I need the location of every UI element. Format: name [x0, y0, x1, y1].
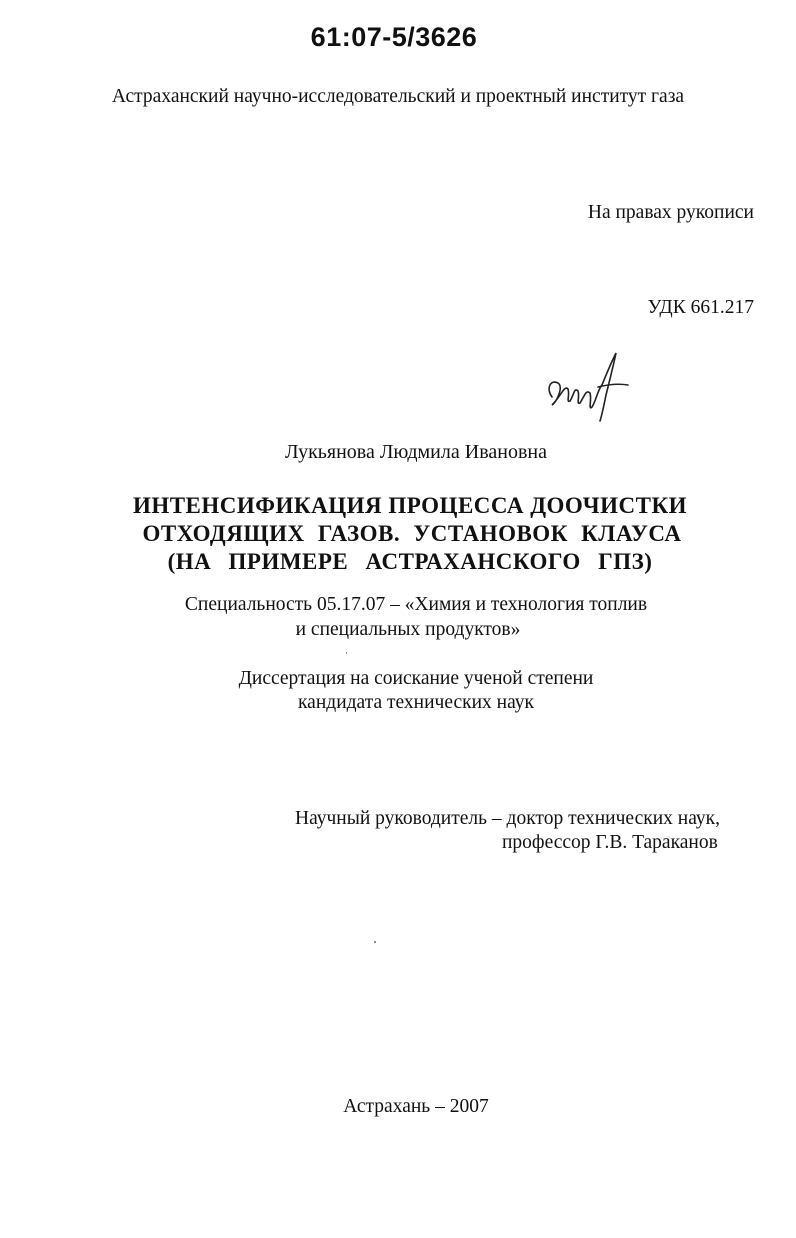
supervisor-line-2: профессор Г.В. Тараканов — [502, 832, 718, 853]
institute-name: Астраханский научно-исследовательский и проектный институт газа — [111, 86, 685, 107]
signature-stroke-main — [549, 382, 602, 408]
thesis-title-line-2: ОТХОДЯЩИХ ГАЗОВ. УСТАНОВОК КЛАУСА — [142, 521, 682, 546]
supervisor-line-1: Научный руководитель – доктор технических наук, — [295, 808, 720, 829]
specialty-line-2: и специальных продуктов» — [295, 619, 521, 640]
author-name: Лукьянова Людмила Ивановна — [285, 441, 547, 463]
catalog-number: 61:07-5/3626 — [310, 22, 478, 52]
author-signature — [540, 345, 630, 425]
scan-speck — [374, 941, 376, 943]
signature-stroke-loop — [600, 353, 616, 421]
scan-speck — [346, 652, 347, 654]
degree-line-2: кандидата технических наук — [298, 692, 534, 713]
degree-line-1: Диссертация на соискание ученой степени — [238, 668, 594, 689]
city-year: Астрахань – 2007 — [343, 1096, 489, 1117]
manuscript-rights-note: На правах рукописи — [587, 202, 754, 223]
specialty-line-1: Специальность 05.17.07 – «Химия и технология топлив — [184, 594, 648, 615]
udc-code: УДК 661.217 — [647, 297, 754, 318]
thesis-title-line-3: (НА ПРИМЕРЕ АСТРАХАНСКОГО ГПЗ) — [167, 549, 653, 574]
thesis-title-line-1: ИНТЕНСИФИКАЦИЯ ПРОЦЕССА ДООЧИСТКИ — [132, 493, 688, 518]
